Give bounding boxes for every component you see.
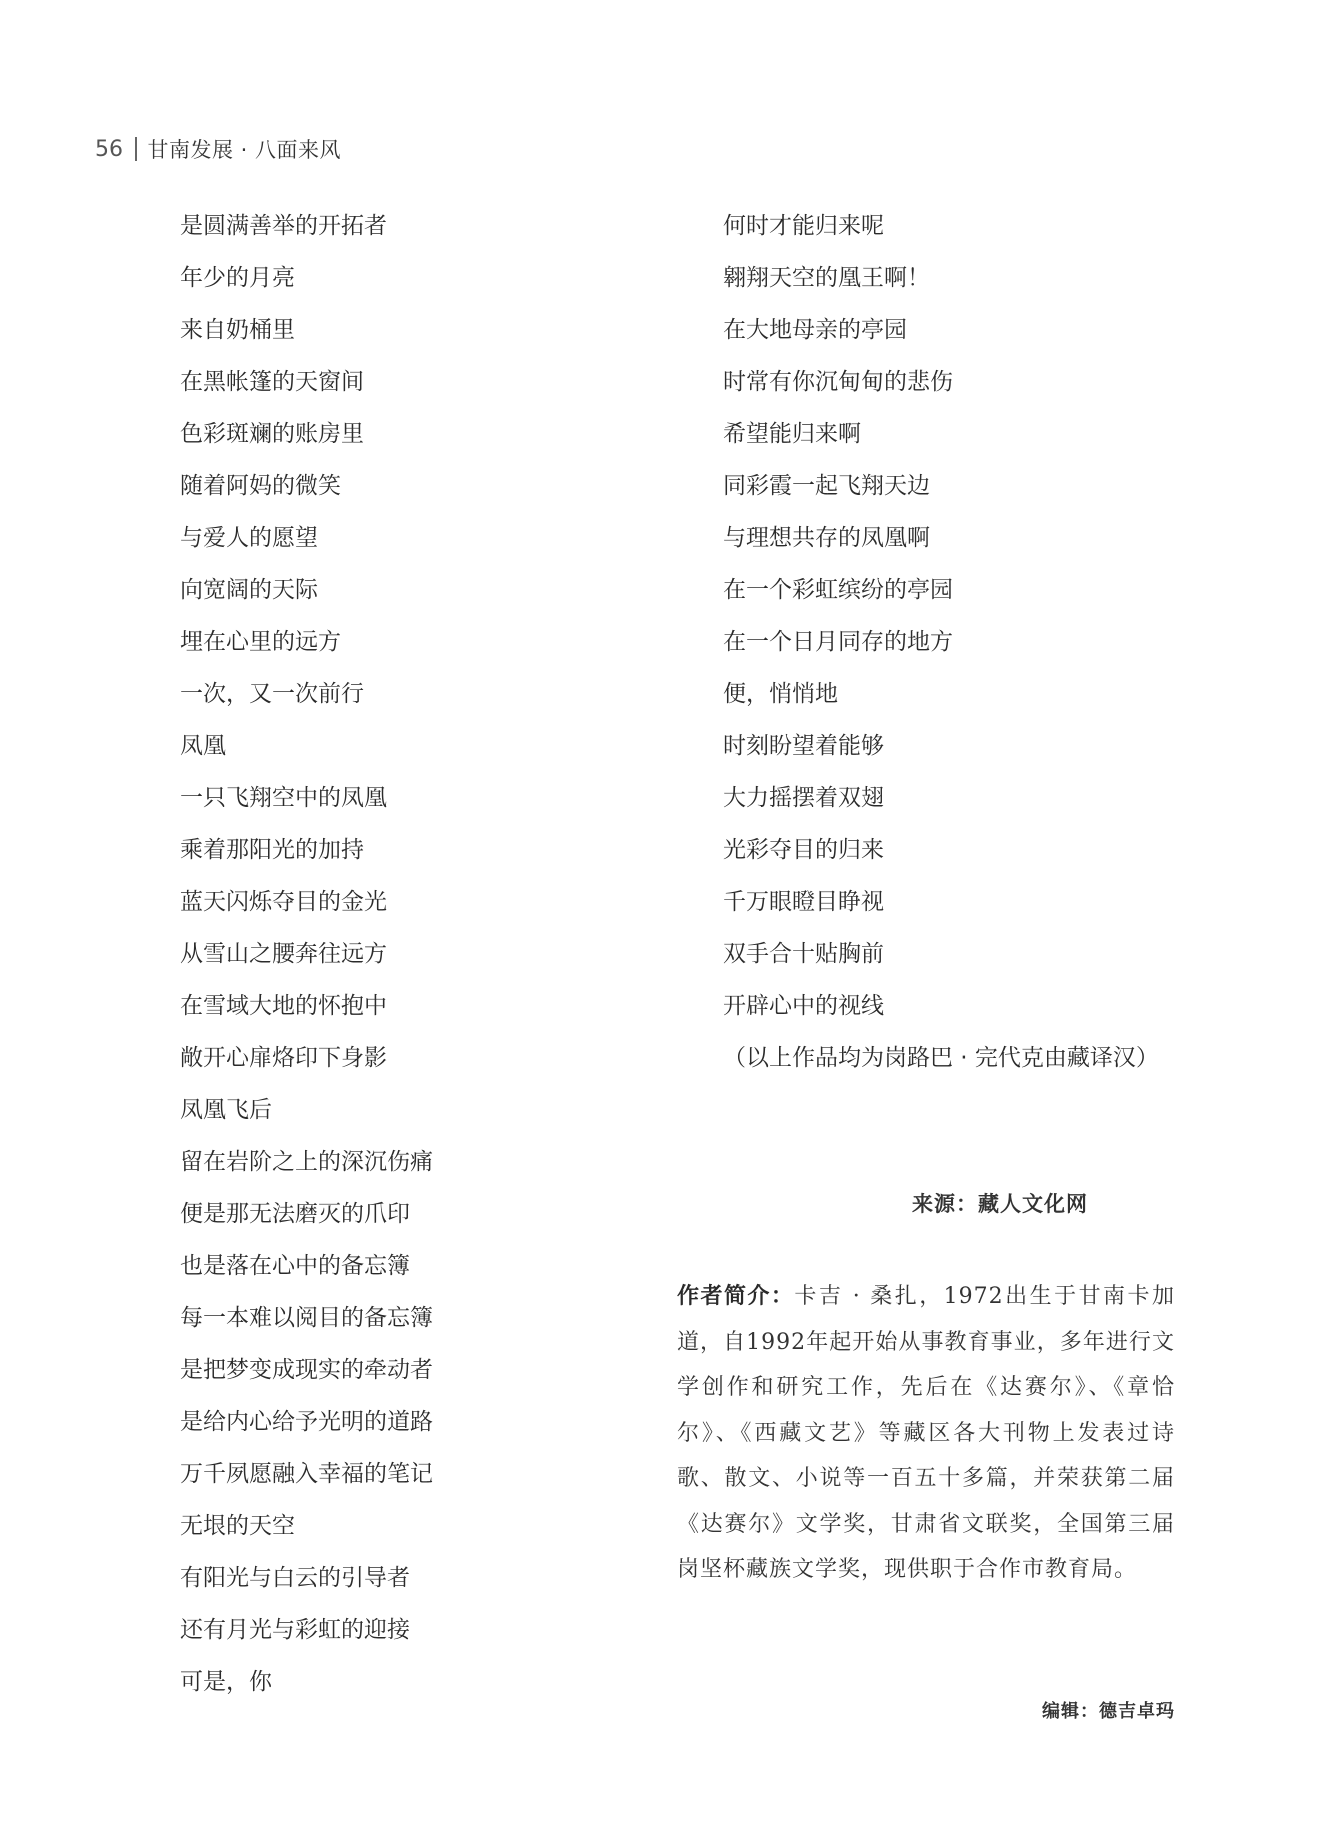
poem-line: 可是，你 [180,1669,272,1695]
poem-line: 凤凰 [180,733,226,759]
author-bio-label: 作者简介： [677,1284,795,1309]
poem-line: 向宽阔的天际 [180,577,318,603]
poem-line: 是圆满善举的开拓者 [180,213,387,239]
poem-line: 是把梦变成现实的牵动者 [180,1357,433,1383]
author-bio [677,1274,1175,1593]
poem-line: 蓝天闪烁夺目的金光 [180,889,387,915]
poem-line: 来自奶桶里 [180,317,295,343]
poem-line: 便，悄悄地 [723,681,838,707]
poem-line: 在雪域大地的怀抱中 [180,993,387,1019]
poem-line: 光彩夺目的归来 [723,837,884,863]
source-credit: 来源：藏人文化网 [912,1191,1088,1216]
poem-line: 凤凰飞后 [180,1097,272,1123]
poem-line: 希望能归来啊 [723,421,861,447]
poem-line: （以上作品均为岗路巴 · 完代克由藏译汉） [723,1045,1159,1071]
poem-line: 色彩斑斓的账房里 [180,421,364,447]
poem-line: 从雪山之腰奔往远方 [180,941,387,967]
author-bio-text: 卡吉 · 桑扎，1972出生于甘南卡加道，自1992年起开始从事教育事业，多年进行文学创作和研究工作，先后在《达赛尔》、《章恰尔》、《西藏文艺》等藏区各大刊物上发表过诗歌、散文、小说等一百五十多篇，并荣获第二届《达赛尔》文学奖，甘肃省文联奖，全国第三届岗坚杯藏族文学奖，现供职于合作市教育局。 [677,1284,1175,1582]
poem-line: 时常有你沉甸甸的悲伤 [723,369,953,395]
poem-line: 有阳光与白云的引导者 [180,1565,410,1591]
poem-line: 在大地母亲的亭园 [723,317,907,343]
poem-line: 是给内心给予光明的道路 [180,1409,433,1435]
poem-line: 埋在心里的远方 [180,629,341,655]
poem-line: 还有月光与彩虹的迎接 [180,1617,410,1643]
poem-line: 乘着那阳光的加持 [180,837,364,863]
editor-credit: 编辑：德吉卓玛 [1042,1701,1175,1722]
poem-line: 开辟心中的视线 [723,993,884,1019]
running-header [95,134,341,164]
poem-line: 大力摇摆着双翅 [723,785,884,811]
poem-line: 何时才能归来呢 [723,213,884,239]
poem-line: 一只飞翔空中的凤凰 [180,785,387,811]
poem-right-column [723,200,1159,1084]
poem-line: 双手合十贴胸前 [723,941,884,967]
poem-line: 无垠的天空 [180,1513,295,1539]
poem-line: 万千夙愿融入幸福的笔记 [180,1461,433,1487]
poem-line: 在一个日月同存的地方 [723,629,953,655]
poem-line: 翱翔天空的凰王啊！ [723,265,930,291]
poem-left-column [180,200,433,1708]
poem-line: 敞开心扉烙印下身影 [180,1045,387,1071]
poem-line: 在一个彩虹缤纷的亭园 [723,577,953,603]
poem-line: 每一本难以阅目的备忘簿 [180,1305,433,1331]
poem-line: 也是落在心中的备忘簿 [180,1253,410,1279]
poem-line: 在黑帐篷的天窗间 [180,369,364,395]
poem-line: 与理想共存的凤凰啊 [723,525,930,551]
poem-line: 随着阿妈的微笑 [180,473,341,499]
poem-line: 留在岩阶之上的深沉伤痛 [180,1149,433,1175]
section-title: 甘南发展 · 八面来风 [147,138,342,162]
poem-line: 年少的月亮 [180,265,295,291]
poem-line: 时刻盼望着能够 [723,733,884,759]
poem-line: 与爱人的愿望 [180,525,318,551]
poem-line: 同彩霞一起飞翔天边 [723,473,930,499]
poem-line: 一次，又一次前行 [180,681,364,707]
poem-line: 便是那无法磨灭的爪印 [180,1201,410,1227]
page-number: 56 [95,136,123,162]
header-divider [135,137,137,161]
poem-line: 千万眼瞪目睁视 [723,889,884,915]
